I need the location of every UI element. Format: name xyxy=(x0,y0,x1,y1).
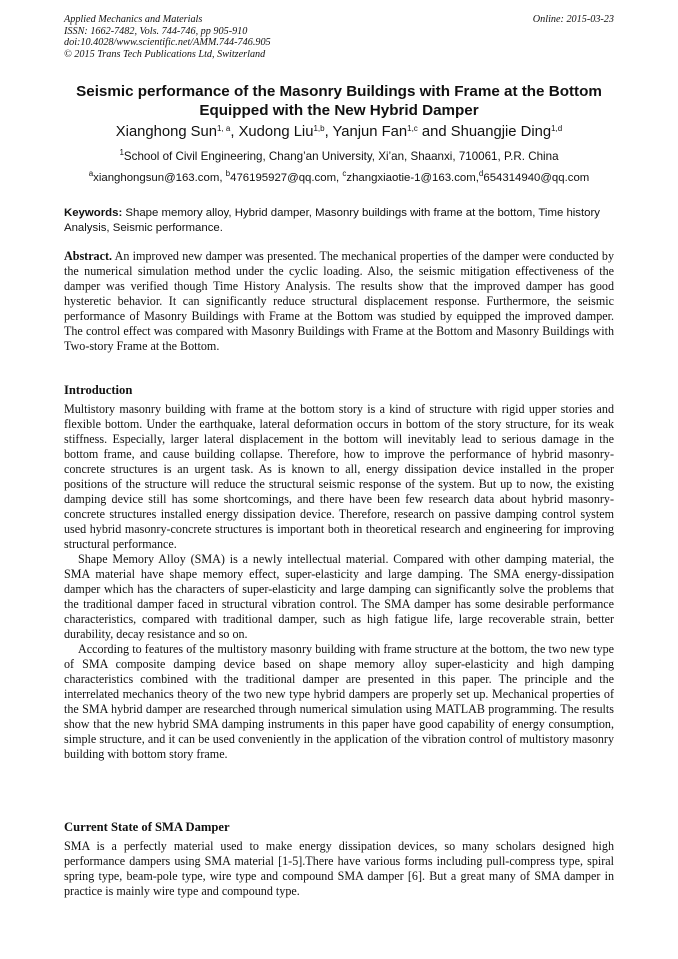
email-sup: d xyxy=(478,169,484,178)
paragraph: SMA is a perfectly material used to make energy dissipation devices, so many scholars designed high performance dampers using SMA material [1-5].There have various forms including pull-compress type, spiral spring type, beam-pole type, wire type and compound SMA damper [6]. But a great many of SMA damper in practice is mainly wire type and compound type. xyxy=(64,839,614,898)
author-name: Xudong Liu xyxy=(238,124,314,140)
author-sep: , xyxy=(324,124,333,140)
author-sup: 1,b xyxy=(313,124,325,133)
issn-line: ISSN: 1662-7482, Vols. 744-746, pp 905-910 xyxy=(64,25,248,37)
title-line-2: Equipped with the New Hybrid Damper xyxy=(199,102,479,119)
online-date: Online: 2015-03-23 xyxy=(532,14,614,25)
keywords xyxy=(64,206,614,236)
introduction-heading: Introduction xyxy=(64,383,133,397)
current-state-heading: Current State of SMA Damper xyxy=(64,820,230,834)
email-sup: b xyxy=(225,169,231,178)
email-sup: c xyxy=(342,169,347,178)
author-sup: 1,d xyxy=(551,124,563,133)
author-sep: and xyxy=(417,124,451,140)
paragraph: According to features of the multistory masonry building with frame structure at the bottom, the two new type of SMA composite damping device based on shape memory alloy super-elasticity and high damping characteristics combined with the traditional damper are presented in this paper. The principle and the interrelated mechanics theory of the two new type hybrid dampers are properly set up. Mechanical properties of the SMA hybrid damper are researched through numerical simulation using MATLAB programming. The results show that the new hybrid SMA damping instruments in this paper have good capability of energy consumption, simple structure, and it can be used conveniently in the application of the vibration control of multistory masonry building with bottom story frame. xyxy=(64,642,614,761)
abstract-label: Abstract. xyxy=(64,249,113,263)
title-line-1: Seismic performance of the Masonry Buildings with Frame at the Bottom xyxy=(76,83,602,100)
affiliation xyxy=(40,149,638,165)
journal-name: Applied Mechanics and Materials xyxy=(64,14,203,25)
doi-line: doi:10.4028/www.scientific.net/AMM.744-746.905 xyxy=(64,37,271,49)
abstract xyxy=(64,249,614,354)
paper-title xyxy=(50,82,628,120)
paragraph: Shape Memory Alloy (SMA) is a newly intellectual material. Compared with other damping material, the SMA material have shape memory effect, super-elasticity and large damping. The SMA energy-dissipation damper which has the characters of super-elasticity and large damping can significantly solve the problems that the traditional damper faced in structural vibration control. The SMA damper has some desirable performance characteristics, compared with traditional damper, such as high fatigue life, large recoverable strain, better durability, decay resistance and so on. xyxy=(64,552,614,641)
abstract-text: An improved new damper was presented. The mechanical properties of the damper were conducted by the numerical simulation method under the cyclic loading. Also, the seismic mitigation effectiveness of the damper was verified though Time History Analysis. The results show that the improved damper has good hysteretic behavior. It can significantly reduce structural displacement response. Furthermore, the seismic performance of Masonry Buildings with Frame at the Bottom was studied by equipped the improved damper. The control effect was compared with Masonry Buildings with Frame at the Bottom and Masonry Buildings with Two-story Frame at the Bottom. xyxy=(64,249,614,353)
affiliation-sup: 1 xyxy=(119,148,124,157)
keywords-label: Keywords: xyxy=(64,207,123,219)
author-sup: 1,c xyxy=(407,124,418,133)
email-link[interactable]: 654314940@qq.com xyxy=(483,172,590,184)
author-name: Xianghong Sun xyxy=(115,124,217,140)
email-sup: a xyxy=(88,169,94,178)
current-state-body xyxy=(64,839,614,899)
copyright-line: © 2015 Trans Tech Publications Ltd, Switzerland xyxy=(64,48,266,60)
author-list xyxy=(40,122,638,142)
email-link[interactable]: zhangxiaotie-1@163.com, xyxy=(346,172,479,184)
paragraph: Multistory masonry building with frame at the bottom story is a kind of structure with rigid upper stories and flexible bottom. Under the earthquake, lateral deformation occurs in bottom of the story structure, for its weak stiffness. Especially, larger lateral displacement in the bottom will inevitably lead to serious damage in the bottom frame, and cause building collapse. Therefore, how to improve the performance of hybrid masonry-concrete structures is an urgent task. As is known to all, energy dissipation device installed in the proper positions of the structure will reduce the structural seismic response of the system. But up to now, the existing damping device still has some shortcomings, and there have been few research data about hybrid masonry-concrete structures installed energy dissipation device. Therefore, research on passive damping control system used hybrid masonry-concrete structures is important both in theoretical research and engineering for improving structural performance. xyxy=(64,402,614,551)
keywords-text: Shape memory alloy, Hybrid damper, Masonry buildings with frame at the bottom, Time history Analysis, Seismic performance. xyxy=(64,207,600,234)
author-name: Shuangjie Ding xyxy=(450,124,552,140)
email-list xyxy=(40,170,638,186)
email-link[interactable]: xianghongsun@163.com, xyxy=(93,172,226,184)
author-sep: , xyxy=(230,124,239,140)
affiliation-text: School of Civil Engineering, Chang’an University, Xi’an, Shaanxi, 710061, P.R. China xyxy=(123,150,559,163)
journal-header xyxy=(64,14,614,60)
introduction-body xyxy=(64,402,614,762)
email-link[interactable]: 476195927@qq.com, xyxy=(230,172,343,184)
author-sup: 1, a xyxy=(216,124,231,133)
author-name: Yanjun Fan xyxy=(332,124,408,140)
